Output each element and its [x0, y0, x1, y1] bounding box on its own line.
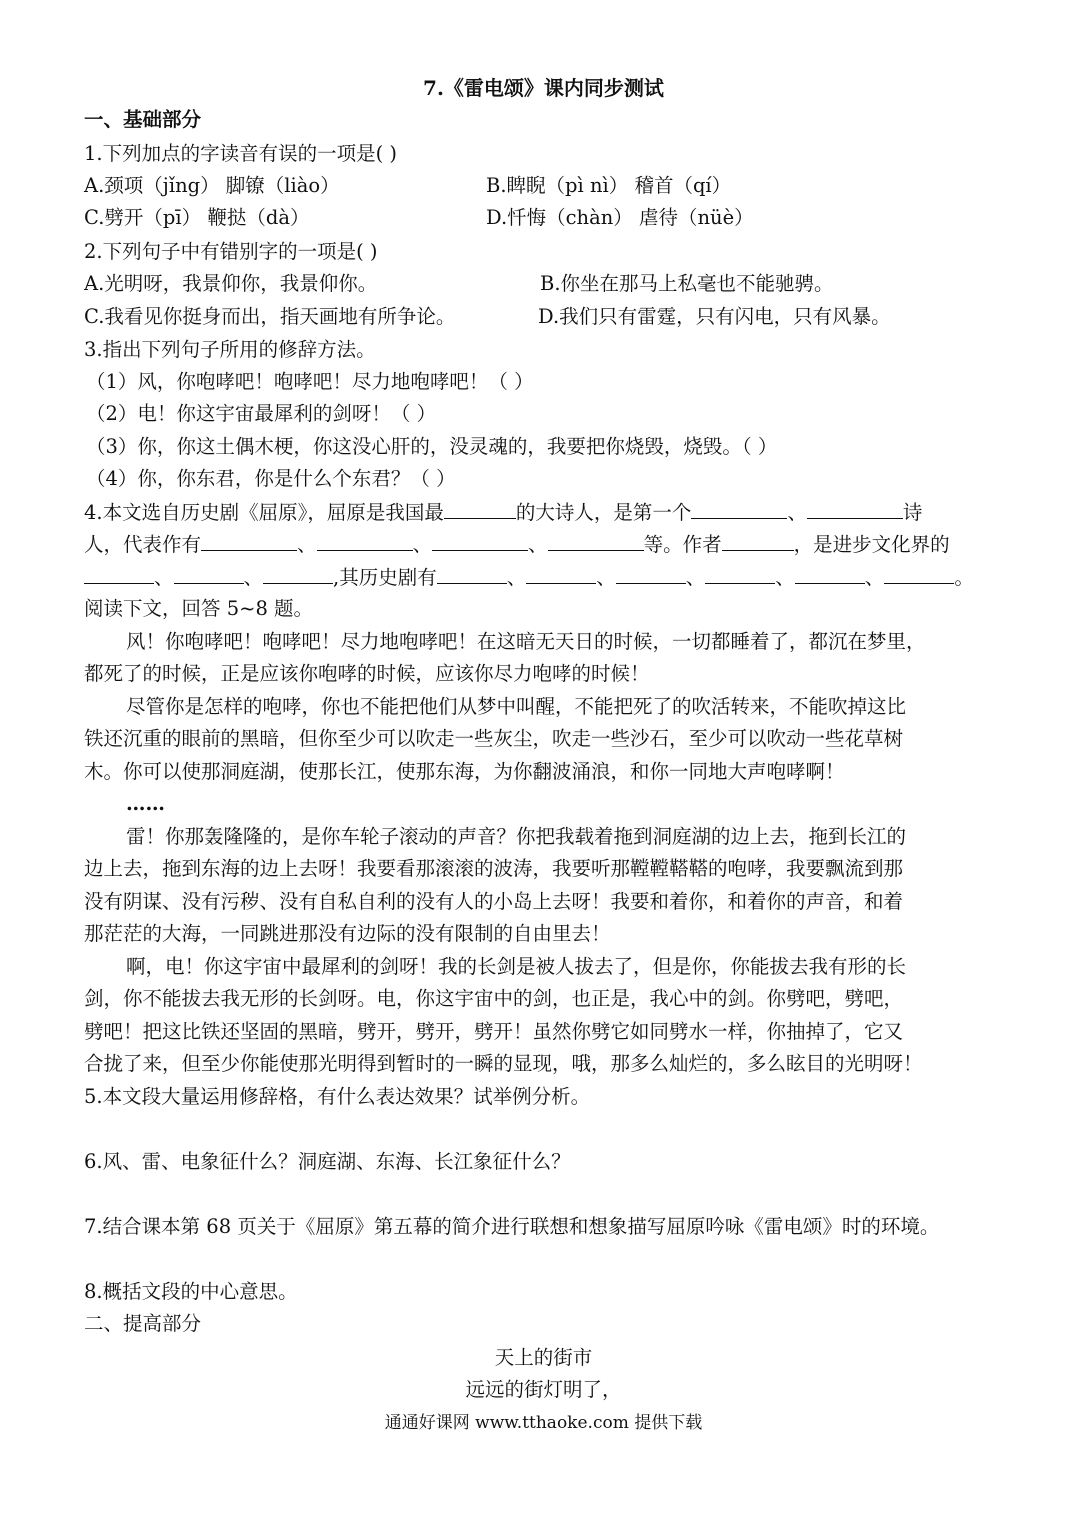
poem-title: 天上的街市: [494, 1346, 593, 1369]
answer-blank[interactable]: [795, 563, 865, 584]
passage-line: 那茫茫的大海，一同跳进那没有边际的没有限制的自由里去！: [84, 922, 611, 945]
answer-blank[interactable]: [526, 563, 596, 584]
passage-line: 木。你可以使那洞庭湖，使那长江，使那东海，为你翻波涌浪，和你一同地大声咆哮啊！: [84, 760, 845, 783]
separator: 、: [506, 566, 527, 589]
question-4-text: 等。作者: [643, 533, 722, 556]
question-1-option-a: A.颈项（jǐng） 脚镣（liào）: [84, 174, 340, 197]
question-3-item: （4）你，你东君，你是什么个东君？（ ）: [86, 467, 456, 490]
separator: 、: [775, 566, 795, 589]
passage-line: 啊，电！你这宇宙中最犀利的剑呀！我的长剑是被人拔去了，但是你，你能拔去我有形的长: [126, 955, 907, 978]
question-2-option-a: A.光明呀，我景仰你，我景仰你。: [84, 272, 378, 295]
question-1-option-b: B.睥睨（pì nì） 稽首（qí）: [486, 174, 732, 197]
separator: 、: [864, 566, 885, 589]
answer-blank[interactable]: [201, 530, 297, 551]
section-heading-basic: 一、基础部分: [84, 108, 202, 131]
section-heading-advanced: 二、提高部分: [84, 1312, 202, 1335]
page-footer: 通通好课网 www.tthaoke.com 提供下载: [384, 1413, 703, 1433]
poem-line: 远远的街灯明了，: [465, 1378, 622, 1401]
passage-line: 合拢了来，但至少你能使那光明得到暂时的一瞬的显现，哦，那多么灿烂的，多么眩目的光明呀！: [84, 1052, 923, 1075]
separator: 、: [685, 566, 706, 589]
question-2-option-b: B.你坐在那马上私毫也不能驰骋。: [540, 272, 834, 295]
separator: 、: [596, 566, 616, 589]
passage-line: 铁还沉重的眼前的黑暗，但你至少可以吹走一些灰尘，吹走一些沙石，至少可以吹动一些花草树: [84, 727, 904, 750]
question-2-stem: 2.下列句子中有错别字的一项是( ): [84, 240, 378, 263]
question-3-item: （2）电！你这宇宙最犀利的剑呀！（ ）: [86, 402, 437, 425]
question-4-line-3: [84, 563, 974, 593]
question-1-option-c: C.劈开（pī） 鞭挞（dà）: [84, 206, 310, 229]
passage-line: 剑，你不能拔去我无形的长剑呀。电，你这宇宙中的剑，也正是，我心中的剑。你劈吧，劈吧，: [84, 987, 904, 1010]
question-7: 7.结合课本第 68 页关于《屈原》第五幕的简介进行联想和想象描写屈原吟咏《雷电颂》时的环境。: [84, 1215, 940, 1238]
answer-blank[interactable]: [705, 563, 775, 584]
question-4-text: ，是进步文化界的: [793, 533, 950, 556]
question-4-text: 、: [787, 501, 807, 524]
separator: 、: [154, 566, 174, 589]
question-5: 5.本文段大量运用修辞格，有什么表达效果？试举例分析。: [84, 1085, 591, 1108]
question-2-option-d: D.我们只有雷霆，只有闪电，只有风暴。: [538, 305, 891, 328]
page-title: 7.《雷电颂》课内同步测试: [423, 76, 664, 100]
question-4-text: ,其历史剧有: [333, 566, 437, 589]
question-4-text: 4.本文选自历史剧《屈原》，屈原是我国最: [84, 501, 444, 524]
question-4-text: 人，代表作有: [84, 533, 202, 556]
separator: 、: [297, 533, 317, 556]
passage-line: 雷！你那轰隆隆的，是你车轮子滚动的声音？你把我载着拖到洞庭湖的边上去，拖到长江的: [126, 825, 907, 848]
passage-ellipsis: ……: [126, 792, 165, 815]
answer-blank[interactable]: [722, 530, 794, 551]
answer-blank[interactable]: [432, 530, 528, 551]
separator: 、: [528, 533, 548, 556]
separator: 、: [412, 533, 433, 556]
question-3-item: （3）你，你这土偶木梗，你这没心肝的，没灵魂的，我要把你烧毁，烧毁。（ ）: [86, 435, 778, 458]
answer-blank[interactable]: [884, 563, 954, 584]
answer-blank[interactable]: [317, 530, 413, 551]
answer-blank[interactable]: [548, 530, 644, 551]
answer-blank[interactable]: [807, 498, 903, 519]
passage-line: 风！你咆哮吧！咆哮吧！尽力地咆哮吧！在这暗无天日的时候，一切都睡着了，都沉在梦里，: [126, 630, 926, 653]
answer-blank[interactable]: [174, 563, 244, 584]
question-4-text: 的大诗人，是第一个: [515, 501, 692, 524]
question-4-text: 诗: [902, 501, 923, 524]
passage-line: 劈吧！把这比铁还坚固的黑暗，劈开，劈开，劈开！虽然你劈它如同劈水一样，你抽掉了，它又: [84, 1020, 904, 1043]
question-2-option-c: C.我看见你挺身而出，指天画地有所争论。: [84, 305, 456, 328]
question-3-stem: 3.指出下列句子所用的修辞方法。: [84, 338, 376, 361]
passage-line: 边上去，拖到东海的边上去呀！我要看那滚滚的波涛，我要听那鞺鞺鞳鞳的咆哮，我要飘流到那: [84, 857, 904, 880]
question-8: 8.概括文段的中心意思。: [84, 1280, 298, 1303]
question-4-line-2: [84, 530, 950, 560]
passage-line: 尽管你是怎样的咆哮，你也不能把他们从梦中叫醒，不能把死了的吹活转来，不能吹掉这比: [126, 695, 907, 718]
question-4-text: 。: [954, 566, 974, 589]
reading-intro: 阅读下文，回答 5~8 题。: [84, 597, 314, 620]
question-3-item: （1）风，你咆哮吧！咆哮吧！尽力地咆哮吧！（ ）: [86, 370, 534, 393]
question-1-option-d: D.忏悔（chàn） 虐待（nüè）: [486, 206, 754, 229]
question-4-line-1: [84, 498, 922, 528]
passage-line: 都死了的时候，正是应该你咆哮的时候，应该你尽力咆哮的时候！: [84, 662, 650, 685]
answer-blank[interactable]: [691, 498, 787, 519]
answer-blank[interactable]: [263, 563, 333, 584]
question-1-stem: 1.下列加点的字读音有误的一项是( ): [84, 142, 398, 165]
answer-blank[interactable]: [84, 563, 154, 584]
question-6: 6.风、雷、电象征什么？洞庭湖、东海、长江象征什么？: [84, 1150, 571, 1173]
answer-blank[interactable]: [616, 563, 686, 584]
answer-blank[interactable]: [437, 563, 507, 584]
passage-line: 没有阴谋、没有污秽、没有自私自利的没有人的小岛上去呀！我要和着你，和着你的声音，和着: [84, 890, 904, 913]
answer-blank[interactable]: [444, 498, 516, 519]
separator: 、: [243, 566, 264, 589]
